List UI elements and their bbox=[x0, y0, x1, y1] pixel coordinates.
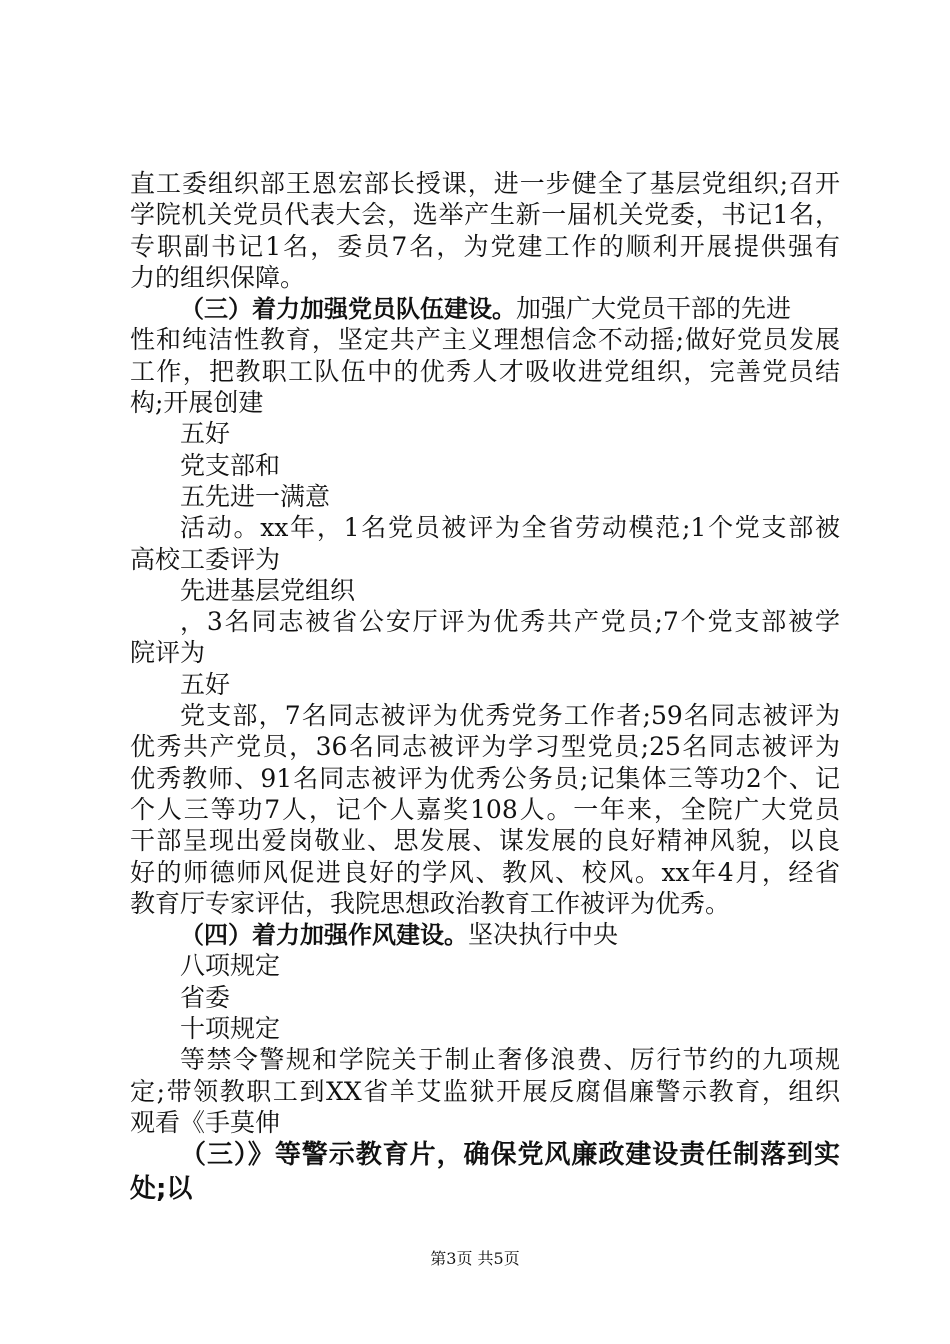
text-line: ，3名同志被省公安厅评为优秀共产党员;7个党支部被学 bbox=[180, 607, 840, 637]
document-body bbox=[130, 168, 840, 1206]
text-line: 院评为 bbox=[130, 638, 206, 668]
section-4-heading: （四）着力加强作风建设。 bbox=[180, 921, 468, 950]
section-3-text: 加强广大党员干部的先进 bbox=[516, 294, 792, 324]
fragment-line: 十项规定 bbox=[180, 1014, 281, 1044]
text-line: 力的组织保障。 bbox=[130, 262, 306, 292]
text-line: 专职副书记1名，委员7名，为党建工作的顺利开展提供强有 bbox=[130, 231, 840, 261]
text-line: 个人三等功7人，记个人嘉奖108人。一年来，全院广大党员 bbox=[130, 794, 840, 824]
text-line: 工作，把教职工队伍中的优秀人才吸收进党组织，完善党员结 bbox=[130, 356, 840, 386]
bold-text-line: （三）》等警示教育片，确保党风廉政建设责任制落到实 bbox=[180, 1140, 840, 1171]
text-line: 观看《手莫伸 bbox=[130, 1107, 281, 1137]
text-line: 优秀共产党员，36名同志被评为学习型党员;25名同志被评为 bbox=[130, 732, 840, 762]
fragment-line: 先进基层党组织 bbox=[180, 575, 356, 605]
text-line: 学院机关党员代表大会，选举产生新一届机关党委，书记1名， bbox=[130, 200, 840, 230]
text-line: 构;开展创建 bbox=[130, 388, 264, 418]
fragment-line: 八项规定 bbox=[180, 951, 281, 981]
fragment-line: 五先进一满意 bbox=[180, 481, 331, 511]
text-line: 等禁令警规和学院关于制止奢侈浪费、厉行节约的九项规 bbox=[180, 1045, 840, 1075]
text-line: 教育厅专家评估，我院思想政治教育工作被评为优秀。 bbox=[130, 888, 731, 918]
text-line: 优秀教师、91名同志被评为优秀公务员;记集体三等功2个、记 bbox=[130, 763, 840, 793]
text-line: 党支部，7名同志被评为优秀党务工作者;59名同志被评为 bbox=[180, 701, 840, 731]
section-3-heading: （三）着力加强党员队伍建设。 bbox=[180, 295, 516, 324]
text-line: 定;带领教职工到XX省羊艾监狱开展反腐倡廉警示教育，组织 bbox=[130, 1076, 840, 1106]
text-line: 高校工委评为 bbox=[130, 544, 281, 574]
fragment-line: 党支部和 bbox=[180, 450, 281, 480]
section-4-first-line bbox=[130, 919, 840, 950]
page-footer: 第3页 共5页 bbox=[430, 1249, 520, 1268]
text-line: 直工委组织部王恩宏部长授课，进一步健全了基层党组织;召开 bbox=[130, 169, 840, 198]
text-line: 好的师德师风促进良好的学风、教风、校风。xx年4月，经省 bbox=[130, 857, 840, 887]
text-line: 性和纯洁性教育，坚定共产主义理想信念不动摇;做好党员发展 bbox=[130, 325, 840, 355]
section-4-text: 坚决执行中央 bbox=[468, 920, 619, 950]
text-line: 活动。xx年，1名党员被评为全省劳动模范;1个党支部被 bbox=[180, 513, 840, 543]
bold-text-line: 处;以 bbox=[130, 1174, 193, 1205]
fragment-line: 五好 bbox=[180, 419, 231, 449]
fragment-line: 省委 bbox=[180, 982, 231, 1012]
text-line: 干部呈现出爱岗敬业、思发展、谋发展的良好精神风貌，以良 bbox=[130, 826, 840, 856]
section-3-first-line bbox=[130, 293, 840, 324]
fragment-line: 五好 bbox=[180, 669, 231, 699]
